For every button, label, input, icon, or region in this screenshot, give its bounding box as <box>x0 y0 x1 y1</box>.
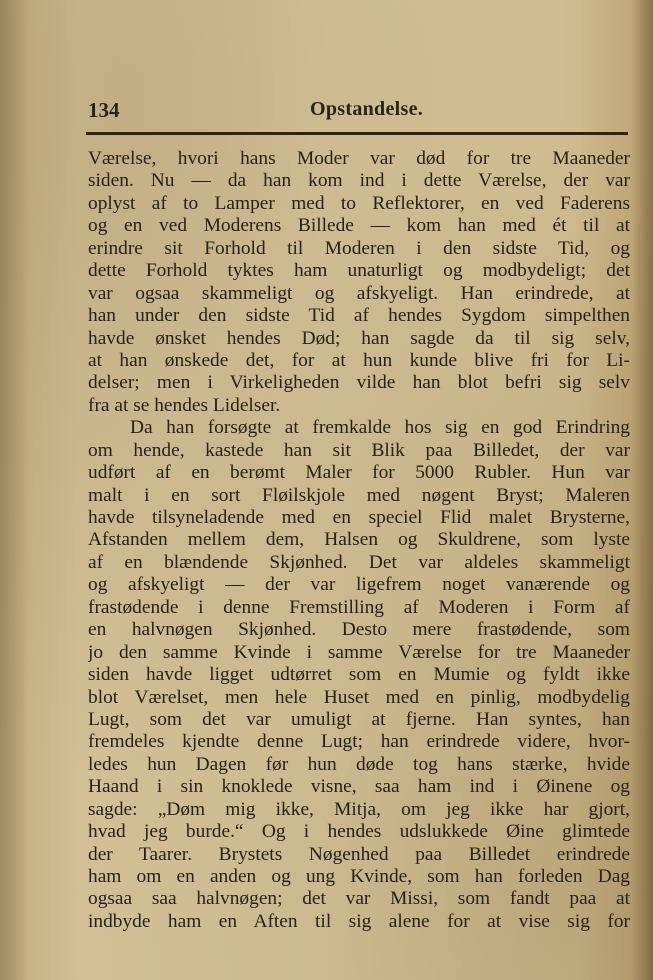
text-line: og en ved Moderens Billede — kom han med ét til at <box>88 215 630 237</box>
text-line: at han ønskede det, for at hun kunde blive fri for Li- <box>88 349 630 371</box>
text-line: fremdeles kjendte denne Lugt; han erindrede videre, hvor- <box>88 731 630 753</box>
text-line: var ogsaa skammeligt og afskyeligt. Han erindrede, at <box>88 282 630 304</box>
text-line: Da han forsøgte at fremkalde hos sig en god Erindring <box>130 417 630 439</box>
text-line: fra at se hendes Lidelser. <box>88 394 281 416</box>
text-line: oplyst af to Lamper med to Reflektorer, en ved Faderens <box>88 192 630 214</box>
text-line: blot Værelset, men hele Huset med en pinlig, modbydelig <box>88 686 630 708</box>
text-line: Haand i sin knoklede visne, saa ham ind i Øinene og <box>88 776 630 798</box>
text-line: jo den samme Kvinde i samme Værelse for tre Maaneder <box>88 641 630 663</box>
text-line: der Taarer. Brystets Nøgenhed paa Billedet erindrede <box>88 843 630 865</box>
running-title: Opstandelse. <box>310 98 424 120</box>
text-line: ham om en anden og ung Kvinde, som han forleden Dag <box>88 866 630 887</box>
text-line: hvad jeg burde.“ Og i hendes udslukkede Øine glimtede <box>88 821 630 843</box>
text-line: malt i en sort Fløilskjole med nøgent Bryst; Maleren <box>88 484 630 506</box>
text-line: af en blændende Skjønhed. Det var aldeles skammeligt <box>88 551 630 573</box>
text-line: siden havde ligget udtørret som en Mumie og fyldt ikke <box>88 664 630 686</box>
text-line: om hende, kastede han sit Blik paa Billedet, der var <box>88 439 630 461</box>
text-line: udført af en berømt Maler for 5000 Rubler. Hun var <box>88 462 630 484</box>
text-line: delser; men i Virkeligheden vilde han blot befri sig selv <box>88 372 630 394</box>
text-line: ogsaa saa halvnøgen; det var Missi, som fandt paa at <box>88 888 630 910</box>
text-line: indbyde ham en Aften til sig alene for at vise sig for <box>88 910 630 932</box>
text-line: erindre sit Forhold til Moderen i den sidste Tid, og <box>88 237 630 259</box>
text-line: ledes hun Dagen før hun døde tog hans stærke, hvide <box>88 753 630 775</box>
text-line: havde ønsket hendes Død; han sagde da til sig selv, <box>88 327 630 349</box>
page-left-shadow <box>0 0 30 980</box>
text-line: Lugt, som det var umuligt at fjerne. Han syntes, han <box>88 708 630 730</box>
text-line: havde tilsyneladende med en speciel Flid malet Brysterne, <box>88 507 630 528</box>
page-right-shadow <box>631 0 653 980</box>
text-line: Værelse, hvori hans Moder var død for tre Maaneder <box>88 148 630 169</box>
body-text <box>88 148 630 933</box>
text-line: han under den sidste Tid af hendes Sygdom simpelthen <box>88 305 630 327</box>
text-line: frastødende i denne Fremstilling af Moderen i Form af <box>88 596 630 618</box>
text-line: dette Forhold tyktes ham unaturligt og modbydeligt; det <box>88 260 630 282</box>
header-rule <box>86 132 628 135</box>
page-header <box>88 98 632 130</box>
text-line: siden. Nu — da han kom ind i dette Værelse, der var <box>88 170 630 192</box>
text-line: Afstanden mellem dem, Halsen og Skuldrene, som lyste <box>88 529 630 551</box>
text-line: en halvnøgen Skjønhed. Desto mere frastødende, som <box>88 619 630 641</box>
text-line: sagde: „Døm mig ikke, Mitja, om jeg ikke har gjort, <box>88 798 630 820</box>
page-number: 134 <box>88 98 120 122</box>
text-line: og afskyeligt — der var ligefrem noget vanærende og <box>88 574 630 596</box>
